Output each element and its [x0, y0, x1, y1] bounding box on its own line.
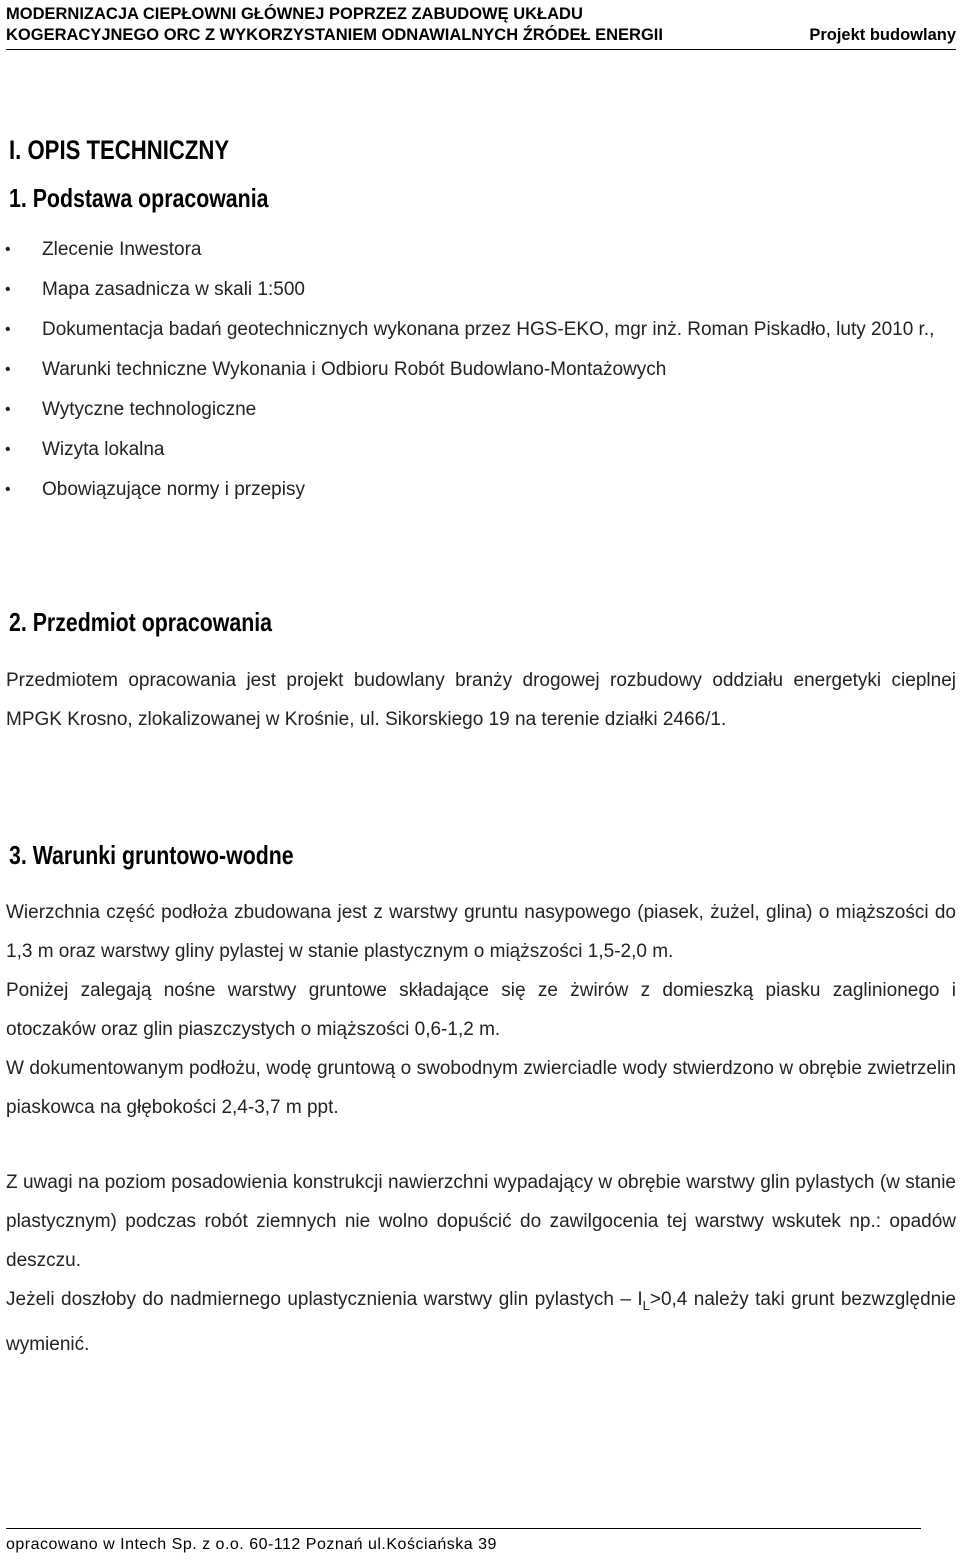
section-3-body [6, 893, 956, 1364]
paragraph [6, 1280, 956, 1364]
header-doc-type: Projekt budowlany [809, 26, 956, 44]
paragraph: W dokumentowanym podłożu, wodę gruntową o swobodnym zwierciadle wody stwierdzono w obrębie zwietrzelin piaskowca na głębokości 2,4-3,7 m ppt. [6, 1058, 956, 1118]
paragraph: Poniżej zalegają nośne warstwy gruntowe składające się ze żwirów z domieszką piasku zaglinionego i otoczaków oraz glin piaszczystych o miąższości 0,6-1,2 m. [6, 980, 956, 1040]
basis-list [0, 230, 960, 510]
page-header [6, 4, 956, 46]
section-2-body [6, 661, 956, 739]
header-line-2: KOGERACYJNEGO ORC Z WYKORZYSTANIEM ODNAWIALNYCH ŹRÓDEŁ ENERGII [6, 26, 663, 44]
paragraph: Z uwagi na poziom posadowienia konstrukcji nawierzchni wypadający w obrębie warstwy glin pylastych (w stanie plastycznym) podczas robót ziemnych nie wolno dopuścić do zawilgocenia tej warstwy wskutek np.: opadów deszczu. [6, 1172, 956, 1271]
list-item: • Wytyczne technologiczne [0, 390, 956, 430]
section-2-heading: 2. Przedmiot opracowania [9, 607, 273, 637]
list-item: • Warunki techniczne Wykonania i Odbioru Robót Budowlano-Montażowych [0, 350, 956, 390]
list-item: • Mapa zasadnicza w skali 1:500 [0, 270, 956, 310]
paragraph: Przedmiotem opracowania jest projekt budowlany branży drogowej rozbudowy oddziału energetyki cieplnej MPGK Krosno, zlokalizowanej w Krośnie, ul. Sikorskiego 19 na terenie działki 2466/1. [6, 670, 956, 730]
section-3-heading: 3. Warunki gruntowo-wodne [9, 840, 294, 870]
list-item: • Dokumentacja badań geotechnicznych wykonana przez HGS-EKO, mgr inż. Roman Piskadło, luty 2010 r., [0, 310, 956, 350]
paragraph-text-a: Jeżeli doszłoby do nadmiernego uplastycznienia warstwy glin pylastych – I [6, 1289, 643, 1310]
document-title: I. OPIS TECHNICZNY [9, 135, 230, 165]
header-rule [6, 49, 956, 50]
paragraph-text-b: >0,4 należy taki grunt bezwzględnie wymienić. [6, 1289, 956, 1355]
subscript: L [642, 1297, 650, 1313]
list-item: • Obowiązujące normy i przepisy [0, 470, 956, 510]
footer-rule [6, 1528, 921, 1529]
paragraph: Wierzchnia część podłoża zbudowana jest z warstwy gruntu nasypowego (piasek, żużel, glina) o miąższości do 1,3 m oraz warstwy gliny pylastej w stanie plastycznym o miąższości 1,5-2,0 m. [6, 902, 956, 962]
list-item: • Wizyta lokalna [0, 430, 956, 470]
list-item: • Zlecenie Inwestora [0, 230, 956, 270]
page-footer: opracowano w Intech Sp. z o.o. 60-112 Poznań ul.Kościańska 39 [6, 1536, 497, 1553]
header-line-1: MODERNIZACJA CIEPŁOWNI GŁÓWNEJ POPRZEZ ZABUDOWĘ UKŁADU [6, 5, 583, 23]
section-1-heading: 1. Podstawa opracowania [9, 183, 269, 213]
